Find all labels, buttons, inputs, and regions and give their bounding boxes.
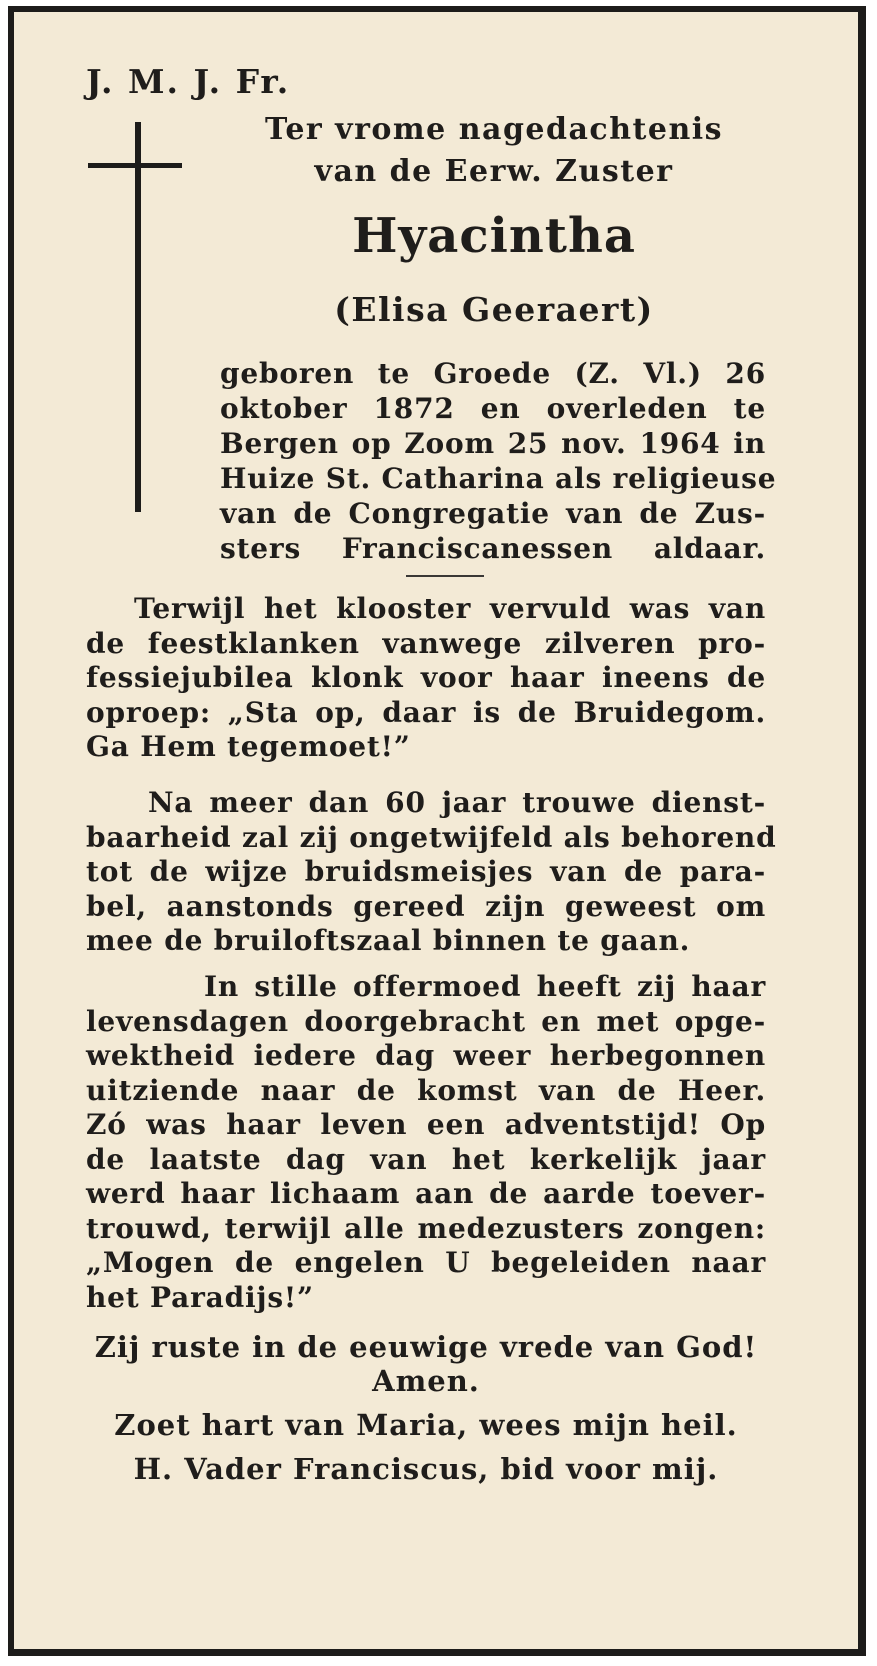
paragraph-line: bel, aanstonds gereed zijn geweest om (86, 889, 766, 923)
paragraph-line: baarheid zal zij ongetwijfeld als behorend (86, 820, 777, 854)
paragraph-line: tot de wijze bruidsmeisjes van de para- (86, 855, 766, 888)
paragraph-line: „Mogen de engelen U begeleiden naar (86, 1246, 766, 1279)
bio-line: sters Franciscanessen aldaar. (220, 532, 766, 565)
closing-amen: Amen. (372, 1364, 480, 1398)
biography-block (220, 356, 777, 566)
paragraph-line: levensdagen doorgebracht en met opge- (86, 1004, 766, 1038)
invocation-maria: Zoet hart van Maria, wees mijn heil. (114, 1408, 738, 1442)
paragraph-3 (86, 970, 766, 1315)
paragraph-line: oproep: „Sta op, daar is de Bruidegom. (86, 695, 766, 729)
invocation-franciscus: H. Vader Franciscus, bid voor mij. (133, 1452, 719, 1486)
religious-name: Hyacintha (352, 208, 636, 264)
paragraph-line: Ga Hem tegemoet!” (86, 730, 411, 763)
paragraph-line: de laatste dag van het kerkelijk jaar (86, 1142, 766, 1176)
bio-line: Bergen op Zoom 25 nov. 1964 in (220, 427, 766, 460)
paragraph-1 (86, 592, 766, 765)
bio-line: Huize St. Catharina als religieuse (220, 462, 777, 495)
bio-line: van de Congregatie van de Zus- (220, 497, 766, 530)
cross-icon-bar (88, 163, 182, 168)
paragraph-line: de feestklanken vanwege zilveren pro- (86, 626, 766, 660)
paragraph-line: Terwijl het klooster vervuld was van (134, 592, 766, 625)
paragraph-line: mee de bruiloftszaal binnen te gaan. (86, 924, 691, 957)
cross-icon (135, 122, 141, 512)
intro-line-1: Ter vrome nagedachtenis (264, 112, 724, 147)
intro-line-2: van de Eerw. Zuster (314, 154, 674, 189)
paragraph-line: werd haar lichaam aan de aarde toever- (86, 1177, 766, 1210)
bio-line: geboren te Groede (Z. Vl.) 26 (220, 357, 766, 390)
closing-prayer: Zij ruste in de eeuwige vrede van God! (94, 1330, 758, 1364)
bio-line: oktober 1872 en overleden te (220, 392, 766, 425)
initials-heading: J. M. J. Fr. (86, 62, 291, 101)
paragraph-line: trouwd, terwijl alle medezusters zongen: (86, 1211, 766, 1245)
paragraph-2 (86, 786, 777, 959)
paragraph-line: uitziende naar de komst van de Heer. (86, 1073, 766, 1107)
paragraph-line: wektheid iedere dag weer herbegonnen (86, 1039, 766, 1072)
paragraph-line: het Paradijs!” (86, 1280, 314, 1314)
paragraph-line: Na meer dan 60 jaar trouwe dienst- (148, 786, 766, 819)
paragraph-line: fessiejubilea klonk voor haar ineens de (86, 661, 766, 694)
divider (406, 575, 484, 577)
birth-name: (Elisa Geeraert) (334, 290, 654, 329)
paragraph-line: Zó was haar leven een adventstijd! Op (86, 1108, 766, 1141)
paragraph-line: In stille offermoed heeft zij haar (204, 970, 766, 1003)
memorial-card (8, 6, 866, 1656)
